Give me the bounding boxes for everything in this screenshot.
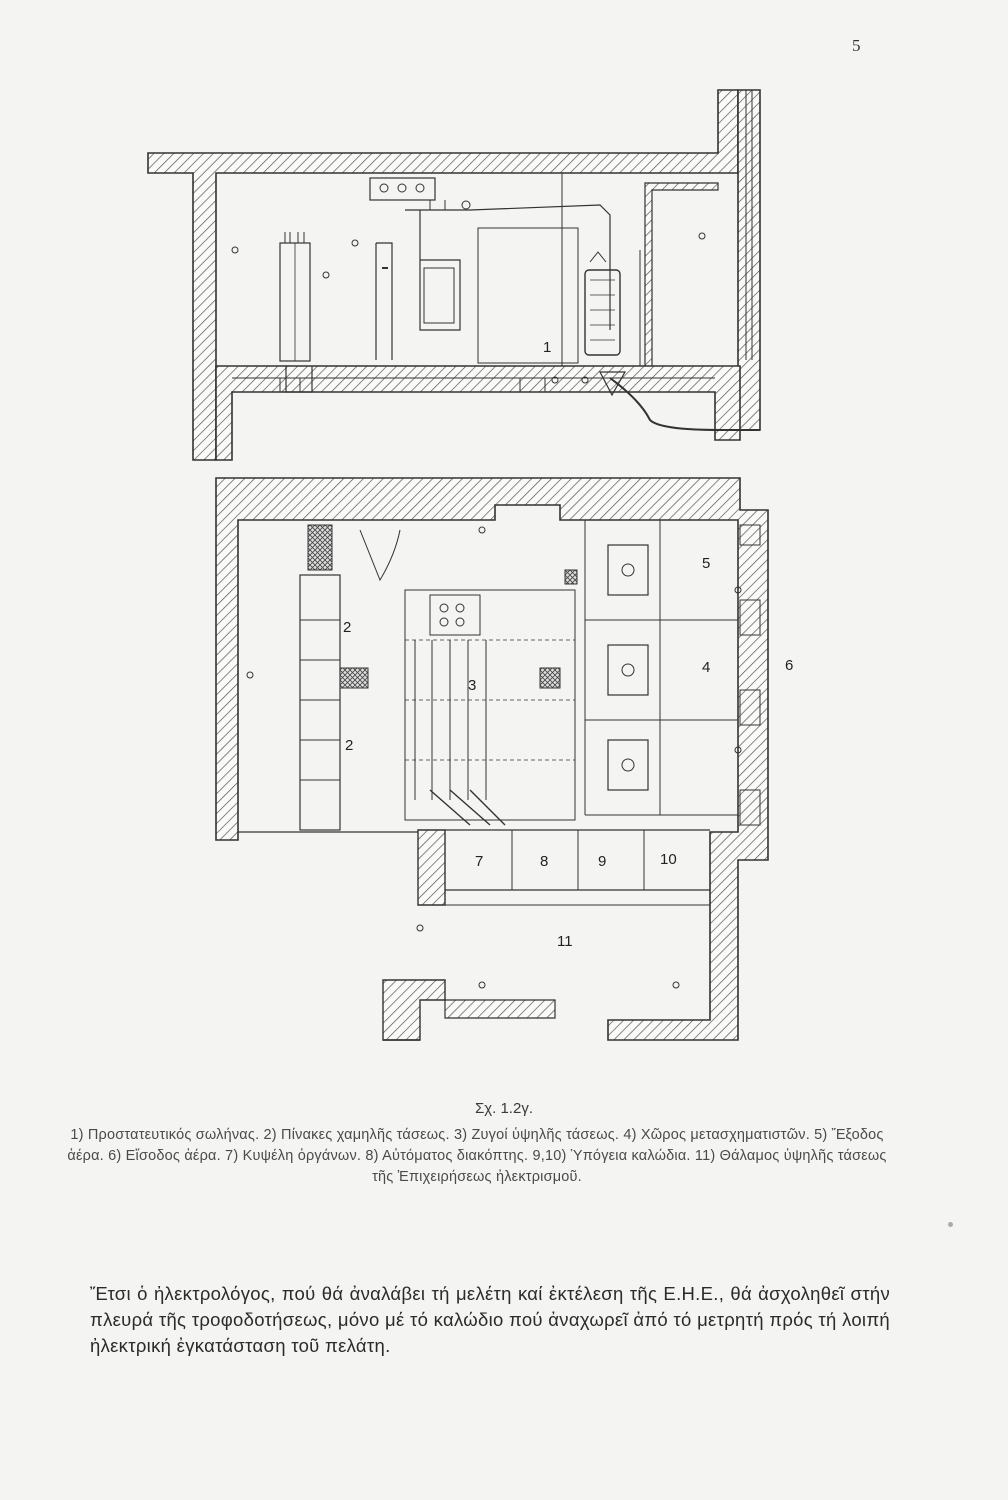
label-2a: 2 (343, 619, 352, 636)
section-plan (216, 478, 793, 1040)
label-11: 11 (557, 933, 573, 950)
label-7: 7 (475, 853, 484, 870)
speck-mark (948, 1222, 953, 1227)
figure-caption-title: Σχ. 1.2γ. (474, 1100, 533, 1117)
label-4: 4 (702, 659, 711, 676)
label-6: 6 (785, 657, 794, 674)
label-10: 10 (660, 851, 677, 868)
body-paragraph: Ἔτσι ὁ ἠλεκτρολόγος, πού θά ἀναλάβει τή μελέτη καί ἐκτέλεση τῆς Ε.Η.Ε., θά ἀσχοληθεῖ στήν πλευρά τῆς τροφοδοτήσεως, μόνο μέ τό καλώδιο πού ἀναχωρεῖ ἀπό τό μετρητή πρός τή λοιπή ἠλεκτρική ἐγκατάσταση τοῦ πελάτη. (90, 1282, 890, 1356)
page-number: 5 (852, 36, 861, 55)
label-2b: 2 (345, 737, 354, 754)
label-3: 3 (468, 677, 477, 694)
section-elevation (148, 90, 760, 460)
label-5: 5 (702, 555, 711, 572)
figure-caption-legend: 1) Προστατευτικός σωλήνας. 2) Πίνακες χαμηλῆς τάσεως. 3) Ζυγοί ὑψηλῆς τάσεως. 4) Χῶρος μετασχηματιστῶν. 5) Ἔξοδος ἀέρα. 6) Εἴσοδος ἀέρα. 7) Κυψέλη ὀργάνων. 8) Αὐτόματος διακόπτης. 9,10) Ὑπόγεια καλώδια. 11) Θάλαμος ὑψηλῆς τάσεως τῆς Ἐπιχειρήσεως ἠλεκτρισμοῦ. (67, 1127, 887, 1185)
label-9: 9 (598, 853, 607, 870)
label-8: 8 (540, 853, 549, 870)
label-1: 1 (543, 339, 552, 356)
